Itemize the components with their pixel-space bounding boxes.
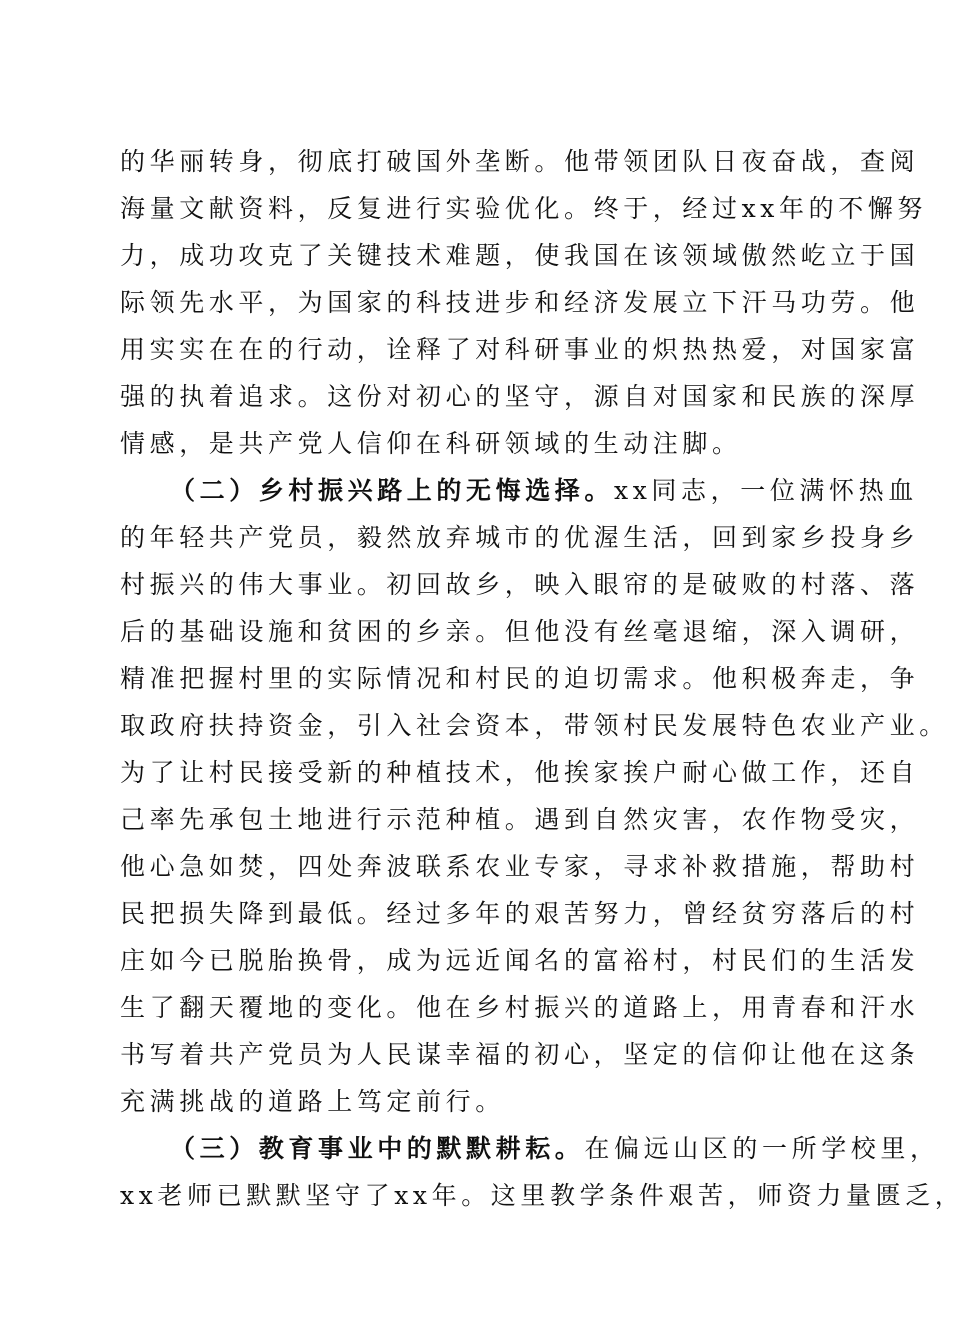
- section-heading: （二）乡村振兴路上的无悔选择。: [170, 476, 615, 505]
- paragraph-line: 村振兴的伟大事业。初回故乡，映入眼帘的是破败的村落、落: [120, 570, 920, 599]
- section-first-line: [170, 1127, 940, 1171]
- section-first-line: [170, 469, 918, 513]
- paragraph-line: 书写着共产党员为人民谋幸福的初心，坚定的信仰让他在这条: [120, 1040, 920, 1069]
- paragraph-line: 力，成功攻克了关键技术难题，使我国在该领域傲然屹立于国: [120, 241, 920, 270]
- paragraph-line: 己率先承包土地进行示范种植。遇到自然灾害，农作物受灾，: [120, 805, 920, 834]
- paragraph-text: xx同志，一位满怀热血: [614, 476, 918, 505]
- paragraph-line: 为了让村民接受新的种植技术，他挨家挨户耐心做工作，还自: [120, 758, 920, 787]
- paragraph-line: 精准把握村里的实际情况和村民的迫切需求。他积极奔走，争: [120, 664, 920, 693]
- paragraph-line: xx老师已默默坚守了xx年。这里教学条件艰苦，师资力量匮乏，: [120, 1181, 964, 1210]
- paragraph-line: 他心急如焚，四处奔波联系农业专家，寻求补救措施，帮助村: [120, 852, 920, 881]
- paragraph-line: 民把损失降到最低。经过多年的艰苦努力，曾经贫穷落后的村: [120, 899, 920, 928]
- paragraph-line: 后的基础设施和贫困的乡亲。但他没有丝毫退缩，深入调研，: [120, 617, 920, 646]
- paragraph-line: 际领先水平，为国家的科技进步和经济发展立下汗马功劳。他: [120, 288, 920, 317]
- paragraph-line: 海量文献资料，反复进行实验优化。终于，经过xx年的不懈努: [120, 194, 928, 223]
- paragraph-text: 在偏远山区的一所学校里，: [584, 1134, 940, 1163]
- paragraph-line: 用实实在在的行动，诠释了对科研事业的炽热热爱，对国家富: [120, 335, 920, 364]
- paragraph-line: 庄如今已脱胎换骨，成为远近闻名的富裕村，村民们的生活发: [120, 946, 920, 975]
- paragraph-line: 强的执着追求。这份对初心的坚守，源自对国家和民族的深厚: [120, 382, 920, 411]
- paragraph-line: 充满挑战的道路上笃定前行。: [120, 1087, 505, 1116]
- paragraph-line: 的华丽转身，彻底打破国外垄断。他带领团队日夜奋战，查阅: [120, 147, 920, 176]
- paragraph-line: 情感，是共产党人信仰在科研领域的生动注脚。: [120, 429, 742, 458]
- section-heading: （三）教育事业中的默默耕耘。: [170, 1134, 585, 1163]
- paragraph-line: 取政府扶持资金，引入社会资本，带领村民发展特色农业产业。: [120, 711, 949, 740]
- paragraph-line: 生了翻天覆地的变化。他在乡村振兴的道路上，用青春和汗水: [120, 993, 920, 1022]
- paragraph-line: 的年轻共产党员，毅然放弃城市的优渥生活，回到家乡投身乡: [120, 523, 920, 552]
